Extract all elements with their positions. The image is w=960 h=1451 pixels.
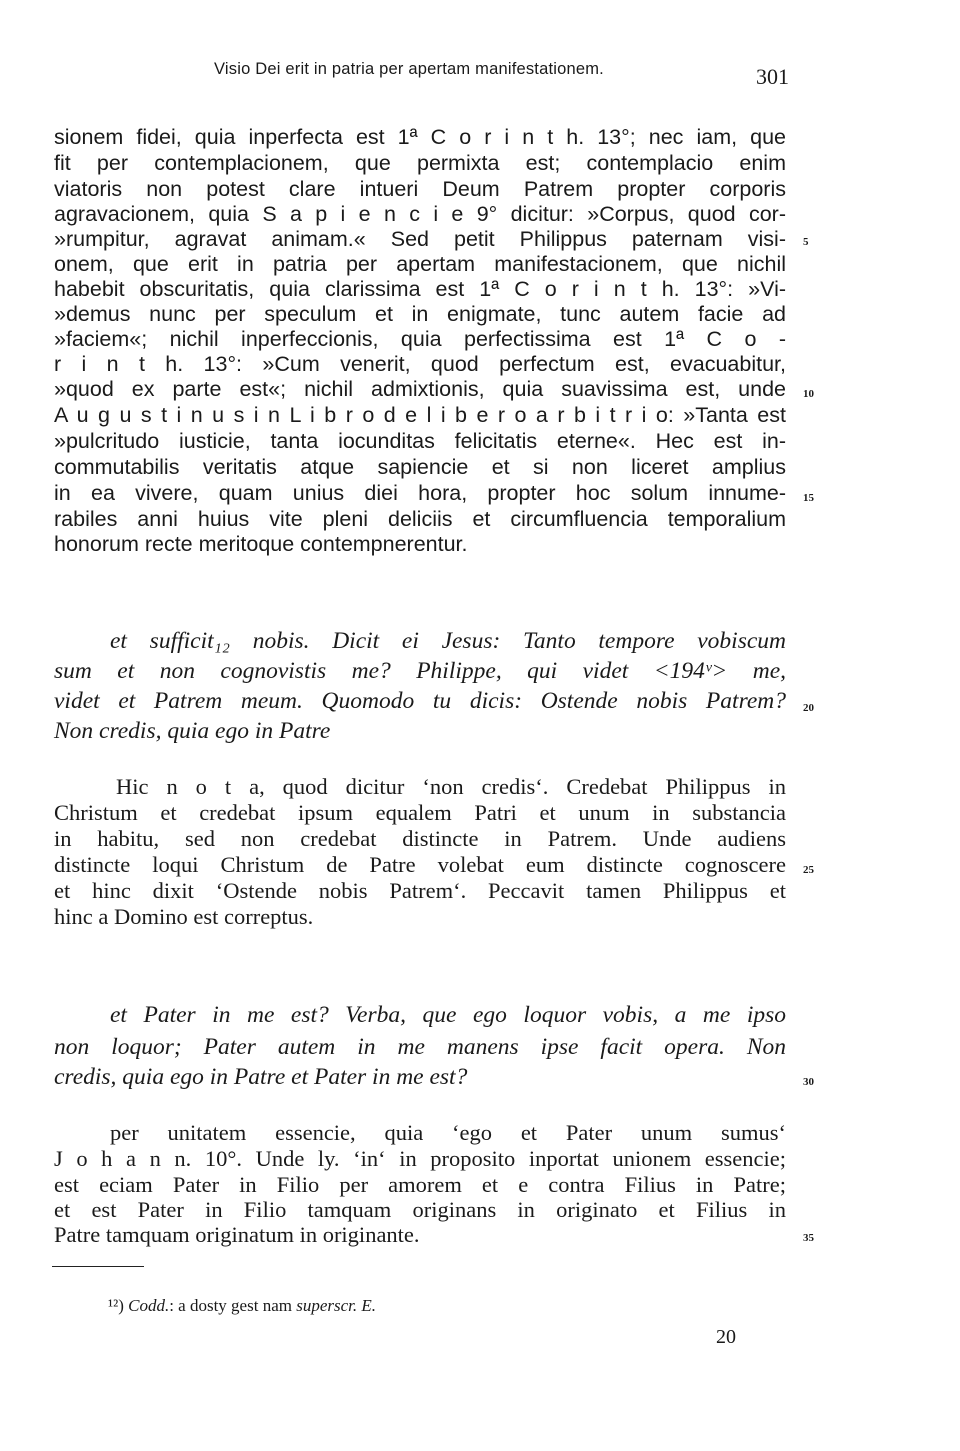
text-line: A u g u s t i n u s i n L i b r o d e l i b e r o a r b i t r i o: »Tanta est (54, 403, 786, 427)
text-line: et hinc dixit ‘Ostende nobis Patrem‘. Peccavit tamen Philippus et (54, 878, 786, 903)
footnote-marker: ¹²) (108, 1296, 124, 1315)
text-line: onem, que erit in patria per apertam manifestacionem, que nichil (54, 252, 786, 276)
text-line: Patre tamquam originatum in originante. (54, 1222, 420, 1247)
text-line: Hic n o t a, quod dicitur ‘non credis‘. Credebat Philippus in (116, 774, 786, 799)
lemma-line: et sufficit₁₂ nobis. Dicit ei Jesus: Tanto tempore vobiscum (110, 628, 786, 654)
page-number: 301 (756, 64, 789, 89)
text-line: Christum et credebat ipsum equalem Patri et unum in substancia (54, 800, 786, 825)
text-line: »quod ex parte est«; nichil admixtionis, quia suavissima est, unde (54, 377, 786, 401)
lemma-line: non loquor; Pater autem in me manens ipse facit opera. Non (54, 1034, 786, 1060)
lemma-line: credis, quia ego in Patre et Pater in me est? (54, 1064, 468, 1090)
text-line: commutabilis veritatis atque sapiencie et si non liceret amplius (54, 455, 786, 479)
text-line: habebit obscuritatis, quia clarissima est 1ª C o r i n t h. 13°: »Vi- (54, 277, 786, 301)
footnote (108, 1296, 376, 1316)
lemma-line: Non credis, quia ego in Patre (54, 718, 331, 744)
text-line: sionem fidei, quia inperfecta est 1ª C o r i n t h. 13°; nec iam, que (54, 125, 786, 149)
text-line: J o h a n n. 10°. Unde ly. ‘in‘ in proposito inportat unionem essencie; (54, 1146, 786, 1171)
footnote-superscr: superscr. E. (296, 1296, 377, 1315)
text-line: r i n t h. 13°: »Cum venerit, quod perfectum est, evacuabitur, (54, 352, 786, 376)
text-line: fit per contemplacionem, que permixta est; contemplacio enim (54, 151, 786, 175)
text-line: per unitatem essencie, quia ‘ego et Pater unum sumus‘ (110, 1120, 786, 1145)
lemma-line: et Pater in me est? Verba, que ego loquor vobis, a me ipso (110, 1002, 786, 1028)
text-line: hinc a Domino est correptus. (54, 904, 314, 929)
text-line: et est Pater in Filio tamquam originans in originato et Filius in (54, 1197, 786, 1222)
text-line: est eciam Pater in Filio per amorem et e contra Filius in Patre; (54, 1172, 786, 1197)
line-number: 20 (803, 702, 814, 714)
footnote-rule (52, 1266, 144, 1267)
text-line: in habitu, sed non credebat distincte in Patrem. Unde audiens (54, 826, 786, 851)
footnote-codd: Codd. (128, 1296, 170, 1315)
text-line: »rumpitur, agravat animam.« Sed petit Philippus paternam visi- (54, 227, 786, 251)
text-line: rabiles anni huius vite pleni deliciis et circumfluencia temporalium (54, 507, 786, 531)
footnote-text: : a dosty gest nam (169, 1296, 297, 1315)
line-number: 5 (803, 236, 809, 248)
line-number: 10 (803, 388, 814, 400)
text-line: »demus nunc per speculum et in enigmate, tunc autem facie ad (54, 302, 786, 326)
signature-mark: 20 (716, 1326, 736, 1348)
text-line: »pulcritudo iusticie, tanta iocunditas felicitatis eterne«. Hec est in- (54, 429, 786, 453)
text-line: viatoris non potest clare intueri Deum Patrem propter corporis (54, 177, 786, 201)
line-number: 35 (803, 1232, 814, 1244)
line-number: 30 (803, 1076, 814, 1088)
line-number: 25 (803, 864, 814, 876)
text-line: »faciem«; nichil inperfeccionis, quia perfectissima est 1ª C o - (54, 327, 786, 351)
lemma-line: videt et Patrem meum. Quomodo tu dicis: Ostende nobis Patrem? (54, 688, 786, 714)
text-line: honorum recte meritoque contempnerentur. (54, 532, 468, 556)
running-title: Visio Dei erit in patria per apertam manifestationem. (214, 60, 604, 78)
text-line: agravacionem, quia S a p i e n c i e 9° dicitur: »Corpus, quod cor- (54, 202, 786, 226)
text-line: distincte loqui Christum de Patre volebat eum distincte cognoscere (54, 852, 786, 877)
text-line: in ea vivere, quam unius diei hora, propter hoc solum innume- (54, 481, 786, 505)
lemma-line: sum et non cognovistis me? Philippe, qui videt <194ᵛ> me, (54, 658, 786, 684)
line-number: 15 (803, 492, 814, 504)
